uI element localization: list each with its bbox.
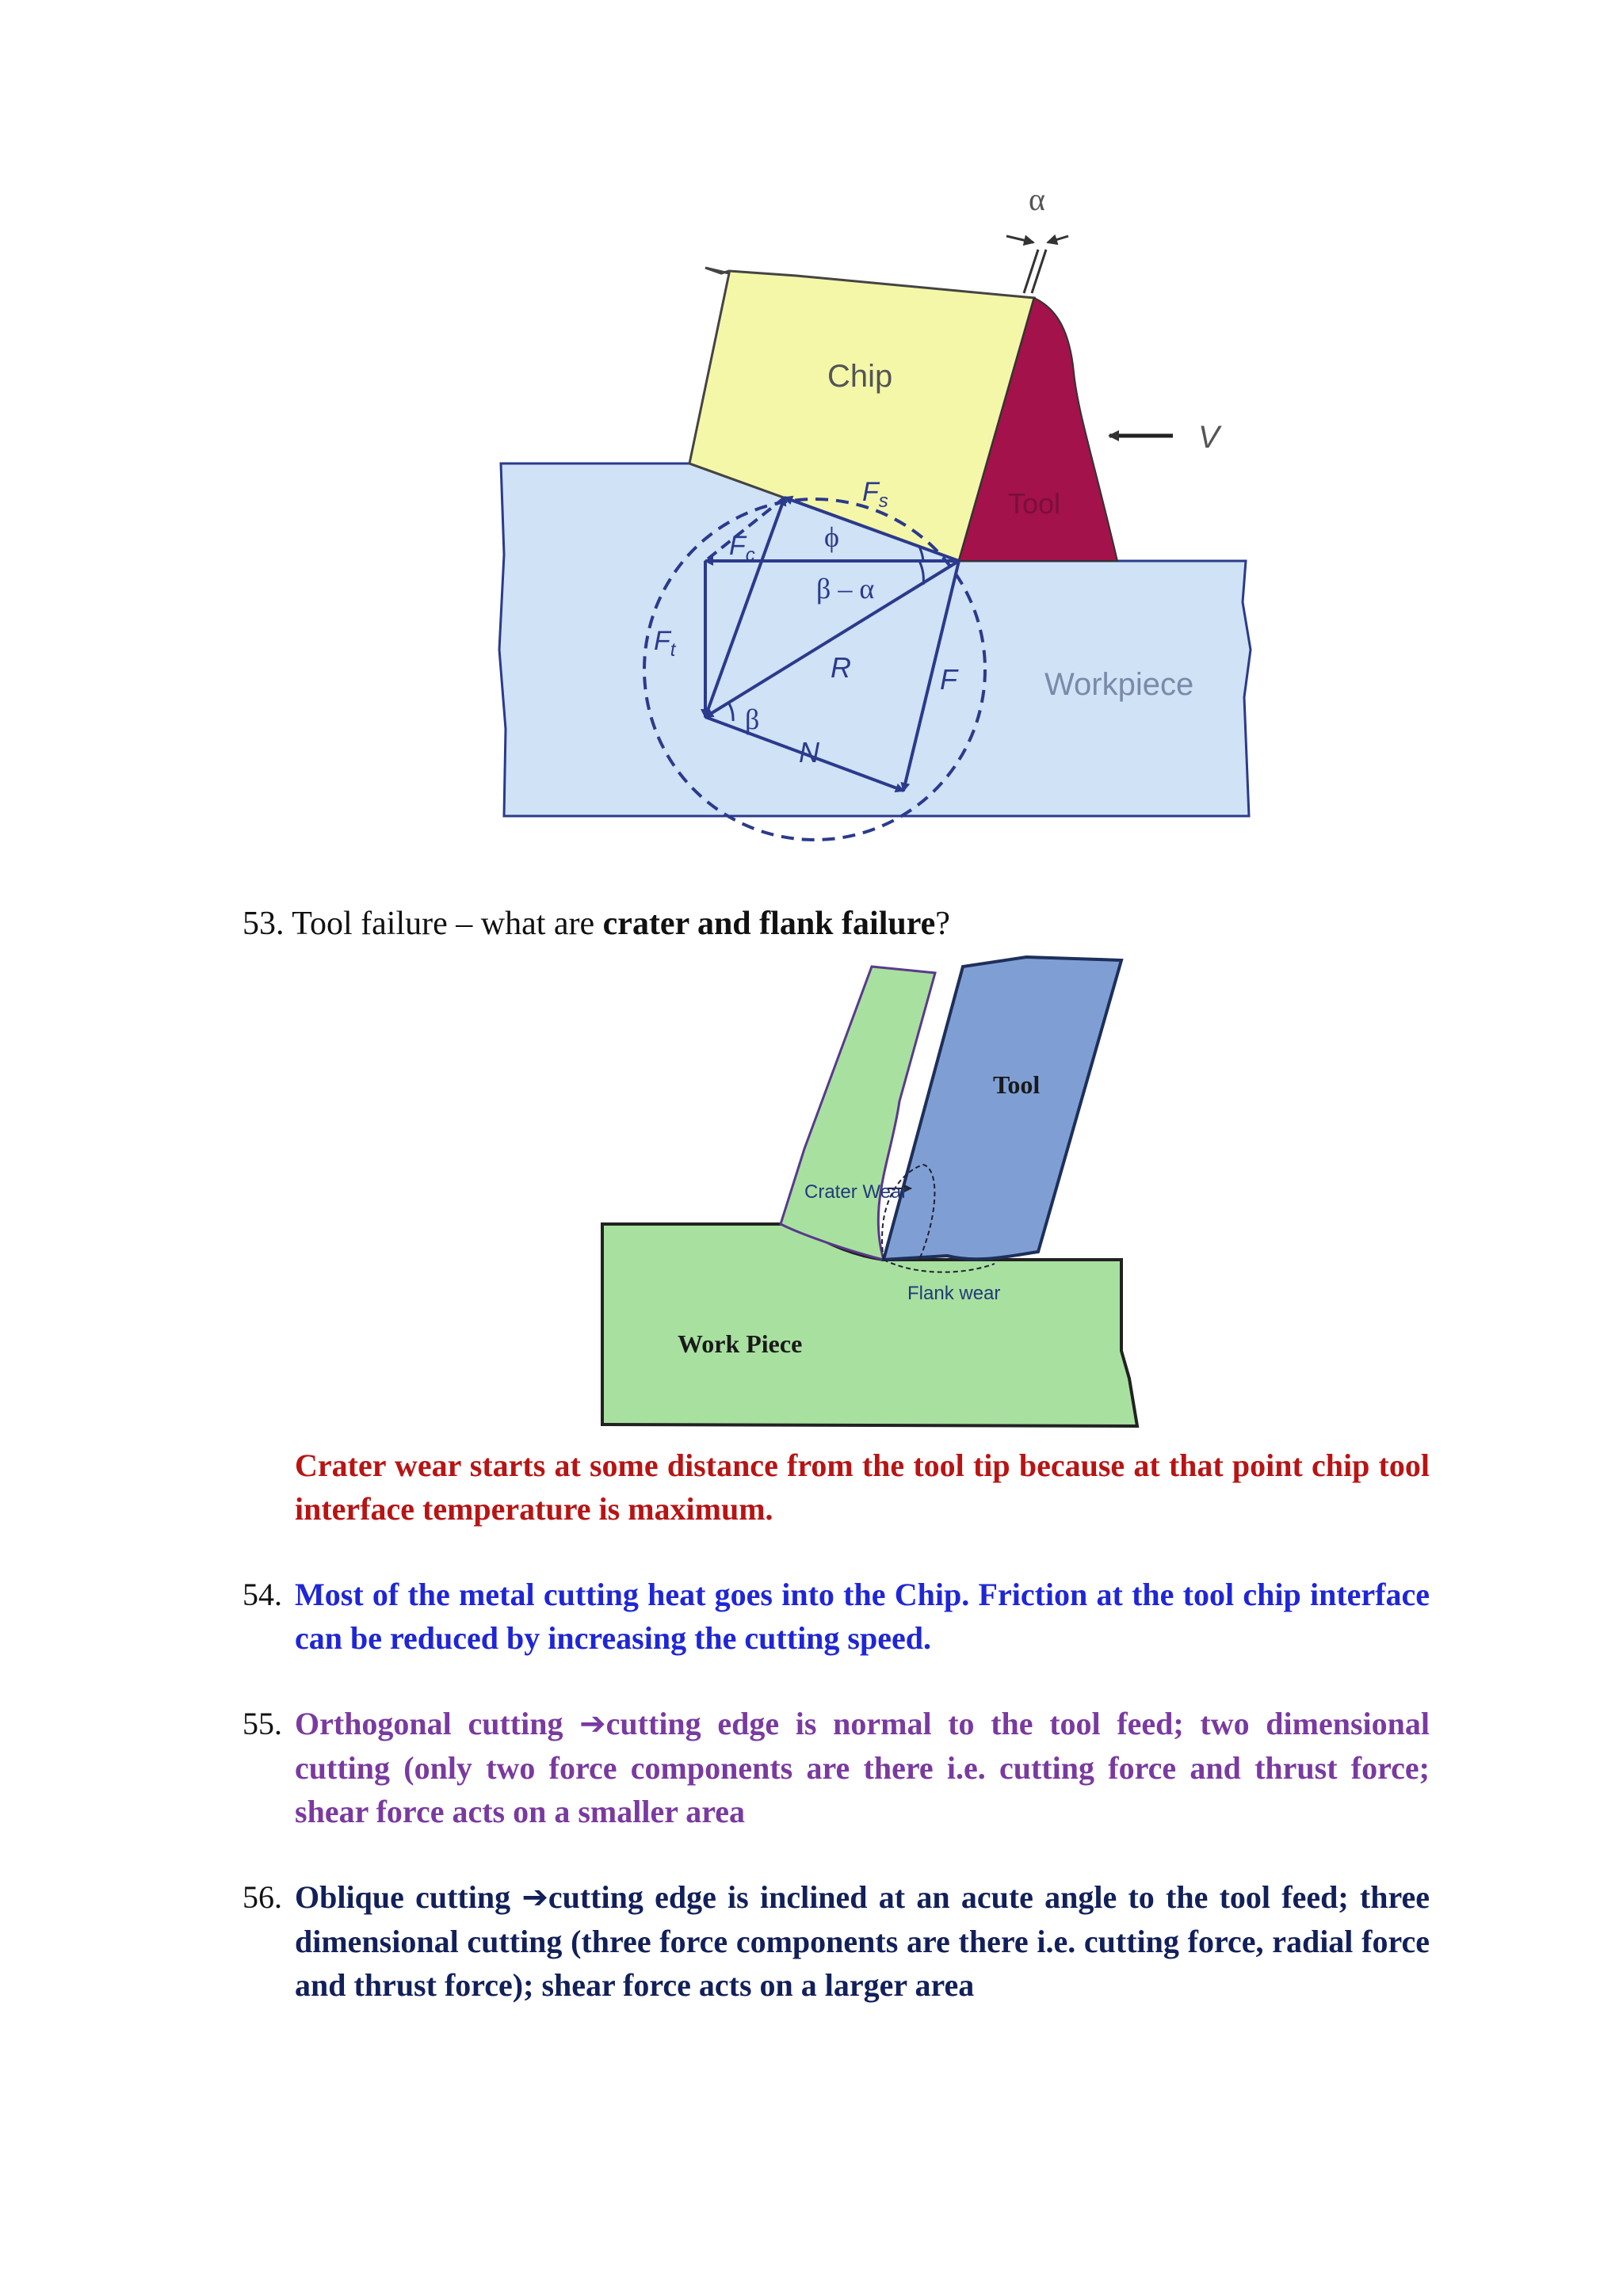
q56-paragraph bbox=[295, 1875, 1430, 2007]
q56-text: cutting edge is inclined at an acute angle to the tool feed; three dimensional cutting (three force components are there i.e. cutting force, radial force and thrust force); shear force acts on a larger area bbox=[295, 1879, 1430, 2003]
alpha-label: α bbox=[1029, 181, 1045, 217]
q54-number: 54. bbox=[242, 1577, 282, 1612]
n-label: N bbox=[799, 736, 819, 769]
r-label: R bbox=[831, 651, 851, 684]
rake-angle-line-right bbox=[1032, 250, 1046, 293]
right-arrow-icon: ➔ bbox=[521, 1879, 548, 1916]
q54-text: Most of the metal cutting heat goes into the Chip. Friction at the tool chip interface can be reduced by increasing the cutting speed. bbox=[295, 1577, 1430, 1656]
crater-wear-label: Crater Wear bbox=[804, 1181, 908, 1203]
q53-number: 53. bbox=[242, 906, 285, 942]
tool-wear-diagram bbox=[567, 951, 1153, 1434]
q56-lead: Oblique cutting bbox=[295, 1879, 522, 1915]
fc-label: $F_c$ bbox=[729, 531, 755, 566]
phi-label: ϕ bbox=[824, 521, 839, 553]
q53-text-after: ? bbox=[935, 906, 950, 942]
merchant-force-diagram bbox=[491, 174, 1268, 856]
tool-label: Tool bbox=[993, 1070, 1041, 1099]
q56-number: 56. bbox=[242, 1879, 282, 1915]
flank-wear-label: Flank wear bbox=[907, 1283, 1001, 1304]
crater-wear-note: Crater wear starts at some distance from the tool tip because at that point chip tool interface temperature is maximum. bbox=[295, 1447, 1430, 1527]
beta-label: β bbox=[745, 704, 760, 735]
rake-angle-tick-right bbox=[1048, 236, 1068, 242]
velocity-v-label: V bbox=[1198, 420, 1220, 455]
chip-label: Chip bbox=[827, 359, 893, 394]
fs-label: $F_s$ bbox=[862, 477, 888, 512]
right-arrow-icon: ➔ bbox=[579, 1706, 606, 1742]
work-piece-label: Work Piece bbox=[678, 1329, 803, 1358]
q55-text: cutting edge is normal to the tool feed; two dimensional cutting (only two force components are there i.e. cutting force and thrust force; shear force acts on a smaller area bbox=[295, 1706, 1430, 1829]
question-53 bbox=[242, 900, 950, 948]
f-label: F bbox=[940, 663, 957, 696]
rake-angle-line-left bbox=[1024, 250, 1038, 293]
ft-label: $F_t$ bbox=[654, 626, 676, 661]
q55-paragraph bbox=[295, 1702, 1430, 1833]
rake-angle-tick-left bbox=[1006, 236, 1033, 242]
q53-text-before: Tool failure – what are bbox=[292, 906, 603, 942]
q55-lead: Orthogonal cutting bbox=[295, 1706, 580, 1741]
tool-label: Tool bbox=[1008, 487, 1061, 520]
beta-minus-alpha-label: β – α bbox=[816, 573, 875, 605]
q53-text-bold: crater and flank failure bbox=[602, 906, 936, 942]
workpiece-label: Workpiece bbox=[1044, 667, 1194, 702]
q55-number: 55. bbox=[242, 1706, 282, 1741]
